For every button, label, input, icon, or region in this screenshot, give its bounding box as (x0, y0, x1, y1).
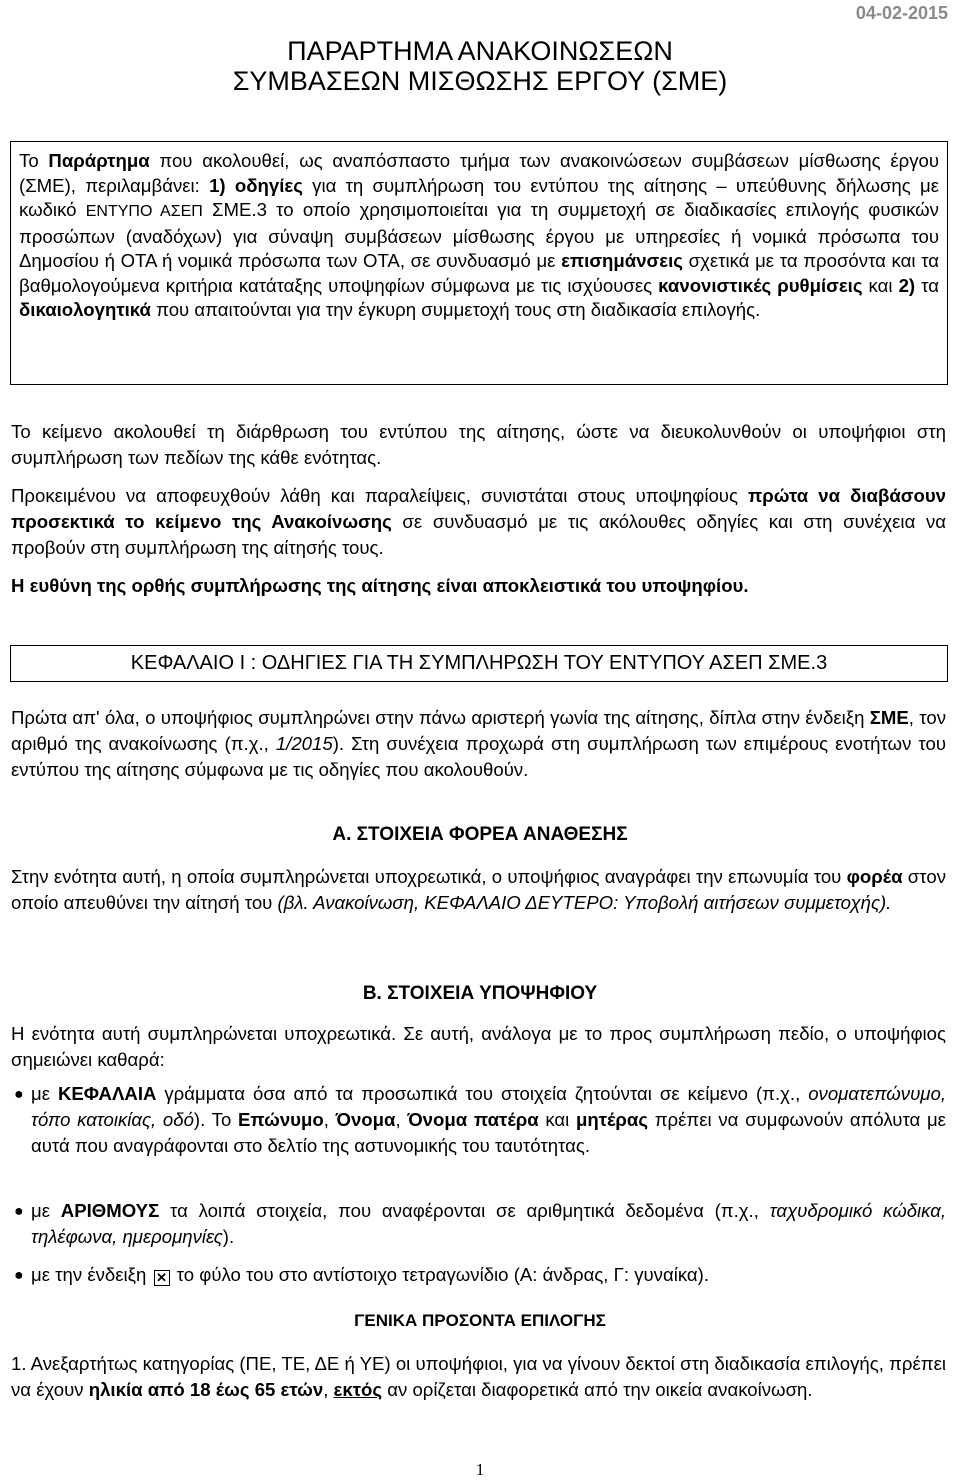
text: σε συνδυασμό με τις ακόλουθες οδηγίες και στη συνέχεια να προβούν στη συμπλήρωση της αίτησής τους. (11, 511, 946, 558)
bold-text: ηλικία από 18 έως 65 ετών (88, 1379, 324, 1400)
intro-text: τα (915, 274, 939, 296)
page-title (0, 36, 960, 96)
intro-text: Το (19, 150, 49, 171)
paragraph-section-b: Η ενότητα αυτή συμπληρώνεται υποχρεωτικά. Σε αυτή, ανάλογα με το προς συμπλήρωση πεδίο, ο υποψήφιος σημειώνει καθαρά: (11, 1023, 946, 1070)
form-code: ΕΝΤΥΠΟ ΑΣΕΠ (85, 203, 203, 220)
bullet-icon: ● (14, 1203, 24, 1220)
intro-box (10, 141, 948, 385)
intro-text: και (862, 274, 899, 296)
general-qualifications-heading: ΓΕΝΙΚΑ ΠΡΟΣΟΝΤΑ ΕΠΙΛΟΓΗΣ (354, 1311, 606, 1330)
paragraph-responsibility: Η ευθύνη της ορθής συμπλήρωσης της αίτησης είναι αποκλειστικά του υποψηφίου. (11, 575, 749, 596)
paragraph-general-qualifications (11, 1351, 946, 1403)
bold-text: Όνομα (335, 1109, 396, 1130)
bullet-icon: ● (14, 1086, 24, 1103)
text: με την ένδειξη (31, 1264, 152, 1285)
intro-bold: δικαιολογητικά (19, 299, 151, 320)
intro-text: ΣΜΕ.3 το οποίο χρησιμοποιείται για τη συμμετοχή σε διαδικασίες επιλογής φυσικών προσώπων (αναδόχων) για σύναψη συμβάσεων μίσθωσης έργου με υπηρεσίες ή νομικά πρόσωπα του Δημοσίου ή ΟΤΑ ή νομικά πρόσωπα των ΟΤΑ, σε συνδυασμό με (19, 199, 939, 271)
list-item (31, 1198, 946, 1250)
text: Προκειμένου να αποφευχθούν λάθη και παραλείψεις, συνιστάται στους υποψηφίους (11, 485, 749, 506)
bold-text: ΚΕΦΑΛΑΙΑ (57, 1083, 157, 1104)
text: , (395, 1109, 408, 1130)
bold-text: μητέρας (576, 1109, 649, 1130)
section-a-heading: Α. ΣΤΟΙΧΕΙΑ ΦΟΡΕΑ ΑΝΑΘΕΣΗΣ (332, 824, 628, 845)
bullet-icon: ● (14, 1267, 24, 1284)
text: ). Το (193, 1109, 238, 1130)
text: πρέπει να συμφωνούν απόλυτα με αυτά που αναγράφονται στο δελτίο της αστυνομικής του ταυτότητας. (31, 1109, 946, 1156)
intro-text: που ακολουθεί, ως αναπόσπαστο τμήμα των ανακοινώσεων συμβάσεων μίσθωσης έργου (ΣΜΕ), περιλαμβάνει: (19, 150, 940, 196)
text: 1. Ανεξαρτήτως κατηγορίας (ΠΕ, ΤΕ, ΔΕ ή ΥΕ) οι υποψήφιοι, για να γίνουν δεκτοί στη διαδικασία επιλογής, πρέπει να έχουν (11, 1353, 946, 1400)
text: αν ορίζεται διαφορετικά από την οικεία ανακοίνωση. (382, 1379, 813, 1400)
text: ). Στη συνέχεια προχωρά στη συμπλήρωση των επιμέρους ενοτήτων του εντύπου της αίτησης σύμφωνα με τις οδηγίες που ακολουθούν. (11, 733, 946, 780)
date-stamp: 04-02-2015 (855, 3, 948, 23)
bold-text: ΑΡΙΘΜΟΥΣ (60, 1200, 160, 1221)
section-b-heading: Β. ΣΤΟΙΧΕΙΑ ΥΠΟΨΗΦΙΟΥ (362, 983, 598, 1004)
intro-bold: Παράρτημα (48, 150, 150, 171)
bold-text: φορέα (846, 866, 903, 887)
list-item (31, 1262, 946, 1288)
bold-text: Όνομα πατέρα (407, 1109, 539, 1130)
intro-text: που απαιτούνται για την έγκυρη συμμετοχή τους στη διαδικασία επιλογής. (150, 299, 761, 320)
intro-text: σχετικά με τα προσόντα και τα βαθμολογούμενα κριτήρια κατάταξης υποψηφίων σύμφωνα με τις ισχύουσες (19, 250, 939, 296)
paragraph-first-steps (11, 705, 946, 783)
text: γράμματα όσα από τα προσωπικά του στοιχεία ζητούνται σε κείμενο (π.χ., (156, 1083, 809, 1104)
text: τα λοιπά στοιχεία, που αναφέρονται σε αριθμητικά δεδομένα (π.χ., (159, 1200, 770, 1221)
italic-text: ταχυδρομικό κώδικα, τηλέφωνα, ημερομηνίες (31, 1200, 946, 1247)
italic-text: (βλ. Ανακοίνωση, ΚΕΦΑΛΑΙΟ ΔΕΥΤΕΡΟ: Υποβολή αιτήσεων συμμετοχής). (277, 892, 892, 913)
italic-text: 1/2015 (275, 733, 333, 754)
intro-bold: κανονιστικές ρυθμίσεις (658, 274, 863, 296)
intro-bold: 1) οδηγίες (209, 174, 303, 196)
italic-text: ονοματεπώνυμο, τόπο κατοικίας, οδό (31, 1083, 946, 1130)
text: , (323, 1109, 336, 1130)
intro-bold: επισημάνσεις (561, 250, 683, 271)
page-number: 1 (475, 1460, 485, 1479)
text: ). (222, 1226, 235, 1247)
checkbox-x-icon: ✕ (154, 1270, 170, 1286)
paragraph-section-a (11, 864, 946, 916)
text: με (31, 1083, 58, 1104)
paragraph-avoid-errors (11, 483, 946, 561)
bold-text: ΣΜΕ (869, 707, 909, 728)
intro-bold: 2) (898, 274, 916, 296)
list-item (31, 1081, 946, 1159)
text: Πρώτα απ' όλα, ο υποψήφιος συμπληρώνει στην πάνω αριστερή γωνία της αίτησης, δίπλα στην ένδειξη (11, 707, 870, 728)
intro-text: για τη συμπλήρωση του εντύπου της αίτησης – υπεύθυνης δήλωσης με κωδικό (19, 174, 939, 220)
text: , (323, 1379, 334, 1400)
underlined-bold-text: εκτός (333, 1379, 383, 1400)
text: στον οποίο απευθύνει την αίτησή του (11, 866, 946, 913)
paragraph-structure: Το κείμενο ακολουθεί τη διάρθρωση του εντύπου της αίτησης, ώστε να διευκολυνθούν οι υποψήφιοι στη συμπλήρωση των πεδίων της κάθε ενότητας. (11, 421, 946, 468)
text: το φύλο του στο αντίστοιχο τετραγωνίδιο (Α: άνδρας, Γ: γυναίκα). (171, 1264, 710, 1285)
bold-text: πρώτα να διαβάσουν προσεκτικά το κείμενο της Ανακοίνωσης (11, 485, 946, 532)
text: Στην ενότητα αυτή, η οποία συμπληρώνεται υποχρεωτικά, ο υποψήφιος αναγράφει την επωνυμία του (11, 866, 847, 887)
text: και (538, 1109, 576, 1130)
title-line-1: ΠΑΡΑΡΤΗΜΑ ΑΝΑΚΟΙΝΩΣΕΩΝ (287, 36, 673, 66)
title-line-2: ΣΥΜΒΑΣΕΩΝ ΜΙΣΘΩΣΗΣ ΕΡΓΟΥ (ΣΜΕ) (232, 66, 728, 96)
bold-text: Επώνυμο (238, 1109, 324, 1130)
text: με (31, 1200, 61, 1221)
text: , τον αριθμό της ανακοίνωσης (π.χ., (11, 707, 946, 754)
chapter-heading: ΚΕΦΑΛΑΙΟ Ι : ΟΔΗΓΙΕΣ ΓΙΑ ΤΗ ΣΥΜΠΛΗΡΩΣΗ ΤΟΥ ΕΝΤΥΠΟΥ ΑΣΕΠ ΣΜΕ.3 (10, 645, 948, 682)
